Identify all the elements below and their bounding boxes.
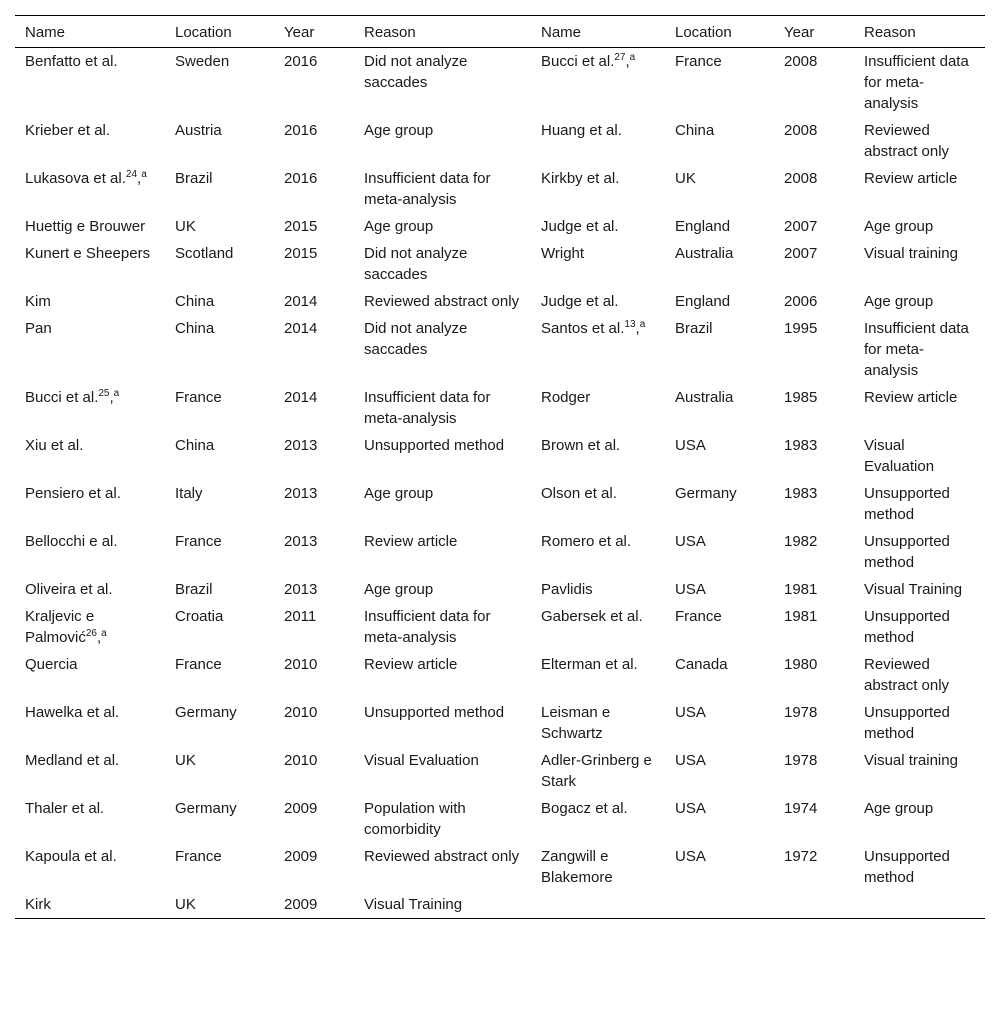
cell-location: USA	[675, 437, 706, 454]
cell-location: England	[675, 218, 731, 235]
cell-reason: Reviewed abstract only	[864, 122, 950, 160]
cell-name	[15, 795, 165, 843]
study-name: Thaler et al.	[25, 800, 105, 817]
cell-location: USA	[675, 704, 706, 721]
cell-location: China	[675, 122, 715, 139]
cell-location: France	[175, 848, 222, 865]
reference-number: 13	[624, 319, 636, 330]
header-name: Name	[25, 24, 66, 41]
cell-location: UK	[175, 752, 196, 769]
footnote-mark: a	[101, 628, 107, 639]
cell-location: France	[175, 533, 222, 550]
cell-reason: Insufficient data for meta-analysis	[364, 608, 491, 646]
cell-year: 2013	[284, 581, 318, 598]
study-name: Pensiero et al.	[25, 485, 121, 502]
cell-year: 2013	[284, 485, 318, 502]
cell-reason: Insufficient data for meta-analysis	[364, 389, 491, 427]
study-name: Huang et al.	[541, 122, 622, 139]
table-row	[15, 165, 985, 213]
cell-name: Bucci et al.$^{25}$,$^a$	[25, 388, 120, 406]
cell-name	[531, 240, 665, 288]
cell-year: 1981	[784, 581, 818, 598]
cell-location: USA	[675, 848, 706, 865]
study-name: Zangwill e Blakemore	[541, 848, 613, 886]
table-row	[15, 117, 985, 165]
cell-name	[15, 213, 165, 240]
cell-name	[531, 699, 665, 747]
study-name: Judge et al.	[541, 218, 619, 235]
cell-location: France	[175, 389, 222, 406]
cell-name	[531, 795, 665, 843]
cell-year: 2014	[284, 293, 318, 310]
study-name: Xiu et al.	[25, 437, 84, 454]
header-row	[15, 16, 985, 48]
study-name: Bogacz et al.	[541, 800, 628, 817]
table-row	[15, 432, 985, 480]
cell-reason: Reviewed abstract only	[864, 656, 950, 694]
cell-reason: Visual training	[864, 245, 958, 262]
cell-reason: Insufficient data for meta-analysis	[864, 53, 969, 112]
study-name: Gabersek et al.	[541, 608, 643, 625]
cell-name	[15, 747, 165, 795]
study-name: Elterman et al.	[541, 656, 638, 673]
cell-reason: Visual Training	[864, 581, 963, 598]
cell-location: Germany	[675, 485, 737, 502]
cell-reason: Unsupported method	[864, 485, 950, 523]
cell-name	[15, 528, 165, 576]
study-name: Lukasova et al.	[25, 170, 126, 187]
table-row	[15, 213, 985, 240]
study-name: Kraljevic e Palmović	[25, 608, 95, 646]
cell-year: 1980	[784, 656, 818, 673]
cell-name	[531, 651, 665, 699]
cell-name	[15, 288, 165, 315]
table-row	[15, 603, 985, 651]
cell-reason: Visual Training	[364, 896, 463, 913]
study-name: Wright	[541, 245, 585, 262]
table-row	[15, 315, 985, 384]
cell-name	[531, 432, 665, 480]
cell-location: USA	[675, 752, 706, 769]
cell-year: 2008	[784, 53, 818, 70]
cell-location: USA	[675, 581, 706, 598]
cell-name	[15, 432, 165, 480]
study-name: Rodger	[541, 389, 591, 406]
study-name: Medland et al.	[25, 752, 120, 769]
cell-reason: Insufficient data for meta-analysis	[364, 170, 491, 208]
cell-location: Australia	[675, 389, 734, 406]
cell-location: USA	[675, 533, 706, 550]
cell-location: UK	[175, 896, 196, 913]
table-row	[15, 480, 985, 528]
cell-reason: Reviewed abstract only	[364, 848, 520, 865]
cell-name	[531, 843, 665, 891]
cell-year: 2008	[784, 170, 818, 187]
reference-number: 25	[98, 388, 110, 399]
cell-reason: Age group	[364, 581, 434, 598]
reference-number: 24	[125, 169, 138, 180]
header-year-2: Year	[784, 24, 815, 41]
cell-reason: Population with comorbidity	[364, 800, 466, 838]
study-name: Romero et al.	[541, 533, 632, 550]
study-name: Adler-Grinberg e Stark	[541, 752, 652, 790]
cell-reason: Did not analyze saccades	[364, 245, 468, 283]
cell-year: 1995	[784, 320, 818, 337]
cell-reason: Reviewed abstract only	[364, 293, 520, 310]
table-row	[15, 699, 985, 747]
cell-reason: Age group	[864, 218, 934, 235]
cell-location: Australia	[675, 245, 734, 262]
cell-year: 2013	[284, 533, 318, 550]
cell-year: 2007	[784, 245, 818, 262]
cell-year: 2011	[284, 608, 317, 625]
cell-name	[15, 891, 165, 919]
cell-name	[15, 117, 165, 165]
study-name: Benfatto et al.	[25, 53, 118, 70]
cell-reason: Age group	[864, 800, 934, 817]
cell-location: Brazil	[175, 581, 213, 598]
cell-year: 2015	[284, 218, 318, 235]
cell-reason: Visual training	[864, 752, 958, 769]
footnote-mark: a	[113, 388, 120, 399]
cell-reason: Review article	[364, 533, 458, 550]
reference-number: 27	[614, 52, 626, 63]
cell-reason: Unsupported method	[364, 437, 505, 454]
cell-year: 2014	[284, 320, 318, 337]
study-name: Bucci et al.	[25, 389, 99, 406]
cell-name	[531, 384, 665, 432]
cell-reason: Unsupported method	[864, 608, 950, 646]
cell-reason: Did not analyze saccades	[364, 53, 468, 91]
study-name: Olson et al.	[541, 485, 617, 502]
cell-location: Canada	[675, 656, 728, 673]
cell-year: 2015	[284, 245, 318, 262]
cell-name: Lukasova et al.$^{24}$,$^a$	[25, 169, 147, 187]
table-row	[15, 48, 985, 118]
cell-reason: Age group	[864, 293, 934, 310]
cell-reason: Unsupported method	[364, 704, 505, 721]
cell-year: 1982	[784, 533, 818, 550]
cell-reason	[854, 891, 985, 919]
cell-name	[531, 117, 665, 165]
study-name: Krieber et al.	[25, 122, 111, 139]
cell-year: 2009	[284, 896, 318, 913]
cell-reason: Age group	[364, 218, 434, 235]
cell-name	[531, 288, 665, 315]
table-row	[15, 384, 985, 432]
table-row	[15, 795, 985, 843]
cell-reason: Age group	[364, 485, 434, 502]
study-name: Pavlidis	[541, 581, 593, 598]
cell-name	[15, 699, 165, 747]
table-body	[15, 48, 985, 919]
table-row	[15, 528, 985, 576]
cell-year	[774, 891, 854, 919]
cell-year: 2008	[784, 122, 818, 139]
excluded-studies-table	[15, 15, 985, 919]
cell-year: 2007	[784, 218, 818, 235]
cell-location: Italy	[175, 485, 203, 502]
cell-name	[15, 651, 165, 699]
cell-reason: Visual Evaluation	[864, 437, 935, 475]
cell-location: England	[675, 293, 731, 310]
cell-name	[15, 843, 165, 891]
cell-name	[531, 576, 665, 603]
cell-location: UK	[675, 170, 696, 187]
cell-year: 2009	[284, 800, 318, 817]
study-name: Brown et al.	[541, 437, 621, 454]
study-name: Santos et al.	[541, 320, 625, 337]
header-year: Year	[284, 24, 315, 41]
cell-reason: Unsupported method	[864, 533, 950, 571]
cell-location: Austria	[175, 122, 222, 139]
cell-name	[531, 747, 665, 795]
footnote-mark: a	[629, 52, 636, 63]
cell-year: 2014	[284, 389, 318, 406]
reference-number: 26	[85, 628, 97, 639]
cell-reason: Unsupported method	[864, 848, 950, 886]
cell-location: USA	[675, 800, 706, 817]
cell-name	[15, 576, 165, 603]
cell-location: France	[175, 656, 222, 673]
table-row	[15, 576, 985, 603]
cell-name	[531, 213, 665, 240]
study-name: Judge et al.	[541, 293, 619, 310]
footnote-mark: a	[639, 319, 646, 330]
cell-year: 2010	[284, 656, 318, 673]
cell-year: 2016	[284, 122, 318, 139]
cell-reason: Insufficient data for meta-analysis	[864, 320, 969, 379]
study-name: Bucci et al.	[541, 53, 615, 70]
cell-reason: Review article	[864, 389, 958, 406]
footnote-mark: a	[141, 169, 147, 180]
study-name: Kunert e Sheepers	[25, 245, 151, 262]
study-name: Kim	[25, 293, 51, 310]
cell-name	[15, 240, 165, 288]
study-name: Bellocchi e al.	[25, 533, 118, 550]
cell-name	[15, 315, 165, 384]
cell-location: UK	[175, 218, 196, 235]
study-name: Kapoula et al.	[25, 848, 117, 865]
cell-reason: Did not analyze saccades	[364, 320, 468, 358]
cell-year: 1974	[784, 800, 818, 817]
study-name: Huettig e Brouwer	[25, 218, 146, 235]
header-reason: Reason	[364, 24, 416, 41]
cell-location: Scotland	[175, 245, 234, 262]
study-name: Oliveira et al.	[25, 581, 113, 598]
cell-year: 1972	[784, 848, 818, 865]
cell-reason: Unsupported method	[864, 704, 950, 742]
cell-location: France	[675, 53, 722, 70]
header-location: Location	[175, 24, 232, 41]
cell-year: 2006	[784, 293, 818, 310]
table-row	[15, 288, 985, 315]
cell-name	[531, 891, 665, 919]
cell-location: Germany	[175, 704, 237, 721]
cell-reason: Review article	[864, 170, 958, 187]
header-reason-2: Reason	[864, 24, 916, 41]
table-row	[15, 240, 985, 288]
study-name: Pan	[25, 320, 52, 337]
cell-year: 1978	[784, 704, 818, 721]
cell-location	[665, 891, 774, 919]
cell-location: China	[175, 293, 215, 310]
study-name: Quercia	[25, 656, 78, 673]
table-row	[15, 651, 985, 699]
cell-name	[531, 480, 665, 528]
study-name: Leisman e Schwartz	[541, 704, 611, 742]
cell-name	[15, 480, 165, 528]
cell-location: Germany	[175, 800, 237, 817]
cell-name	[531, 165, 665, 213]
table-row	[15, 891, 985, 919]
study-name: Hawelka et al.	[25, 704, 120, 721]
cell-location: France	[675, 608, 722, 625]
table-row	[15, 843, 985, 891]
cell-year: 1983	[784, 485, 818, 502]
cell-location: China	[175, 320, 215, 337]
cell-year: 2013	[284, 437, 318, 454]
cell-reason: Age group	[364, 122, 434, 139]
study-name: Kirk	[25, 896, 51, 913]
cell-name: Bucci et al.$^{27}$,$^a$	[541, 52, 636, 70]
header-name-2: Name	[541, 24, 582, 41]
cell-year: 2010	[284, 704, 318, 721]
cell-year: 1978	[784, 752, 818, 769]
cell-location: Croatia	[175, 608, 224, 625]
cell-year: 2009	[284, 848, 318, 865]
cell-year: 1983	[784, 437, 818, 454]
cell-name	[531, 603, 665, 651]
cell-name: Santos et al.$^{13}$,$^a$	[541, 319, 646, 337]
cell-name: Kraljevic e Palmović$^{26}$,$^a$	[25, 608, 107, 646]
study-name: Kirkby et al.	[541, 170, 620, 187]
table-row	[15, 747, 985, 795]
cell-location: Brazil	[175, 170, 213, 187]
cell-location: China	[175, 437, 215, 454]
header-location-2: Location	[675, 24, 732, 41]
cell-year: 1985	[784, 389, 818, 406]
cell-reason: Review article	[364, 656, 458, 673]
cell-year: 2016	[284, 53, 318, 70]
cell-location: Brazil	[675, 320, 713, 337]
cell-location: Sweden	[175, 53, 230, 70]
cell-name	[15, 48, 165, 118]
cell-reason: Visual Evaluation	[364, 752, 479, 769]
cell-name	[531, 528, 665, 576]
cell-year: 2016	[284, 170, 318, 187]
cell-year: 2010	[284, 752, 318, 769]
cell-year: 1981	[784, 608, 818, 625]
